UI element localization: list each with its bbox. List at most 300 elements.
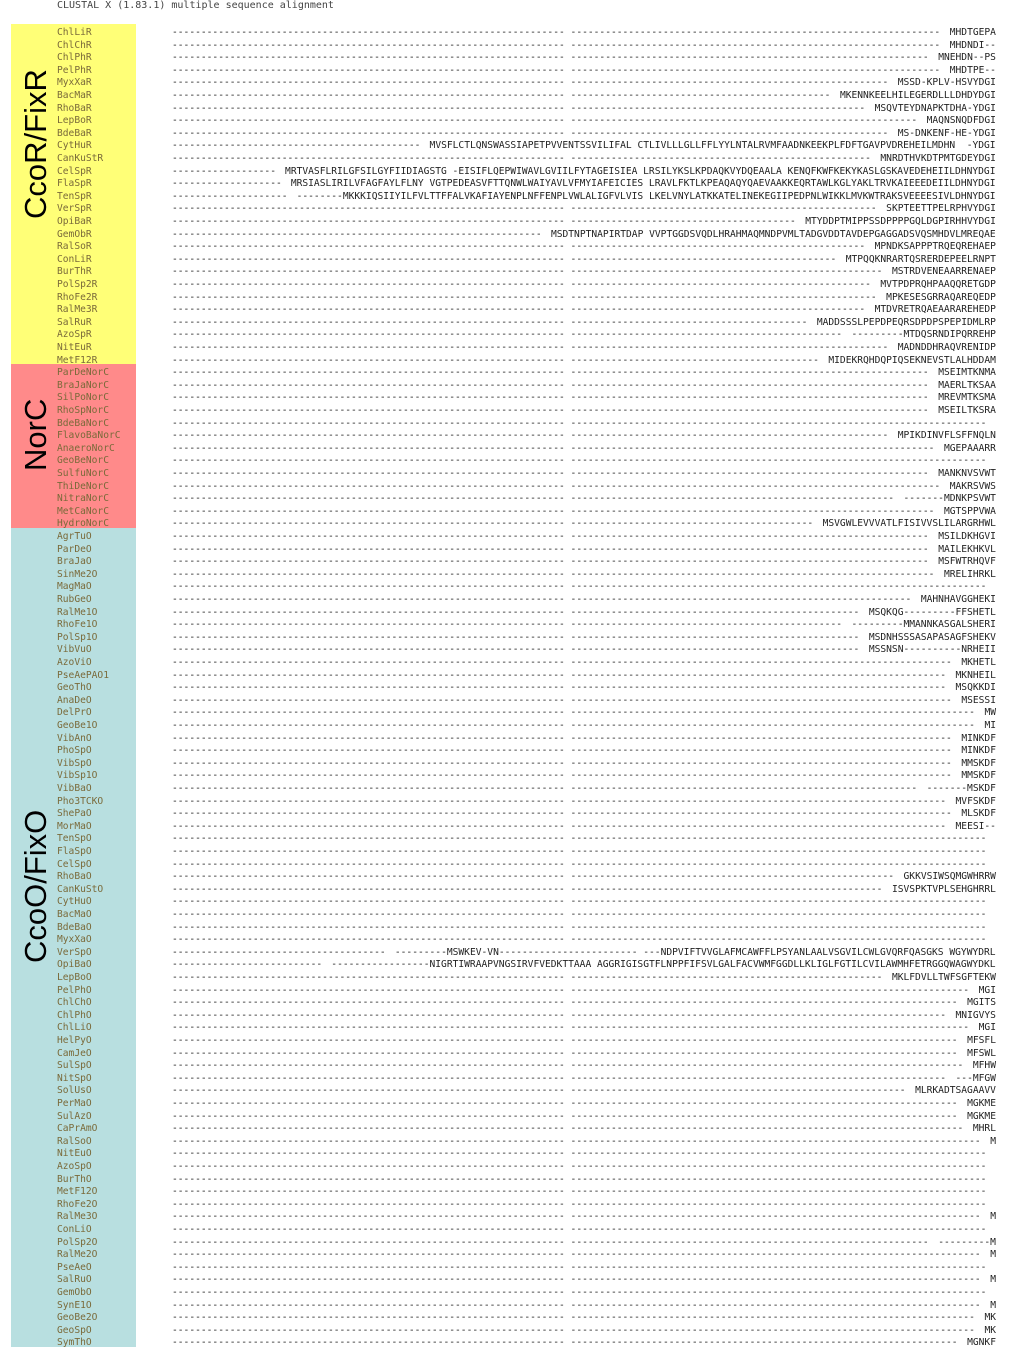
alignment-row [0,506,1024,519]
alignment-row [0,758,1024,771]
sequence-residues: M [990,1135,996,1147]
sequence-name: SynE1O [57,1299,92,1311]
alignment-row [0,329,1024,342]
sequence-name: VibVuO [57,644,92,656]
sequence-residues: MTDVRETRQAEAARAREHEDP [874,304,996,316]
alignment-row [0,292,1024,305]
sequence-name: SilPoNorC [57,392,109,404]
sequence-name: MyxXaR [57,77,92,89]
sequence-residues: MGI [978,1022,996,1034]
alignment-row [0,733,1024,746]
alignment-row [0,821,1024,834]
alignment-row [0,355,1024,368]
sequence-name: PerMaO [57,1098,92,1109]
gap-padding: ------------------------------------- [172,946,386,958]
alignment-row [0,191,1024,204]
alignment-row [0,1174,1024,1187]
alignment-row [0,909,1024,922]
sequence-residues: MHRL [972,1123,996,1135]
sequence-residues: MSFWTRHQVF [938,556,996,568]
sequence-residues: MMSKDF [961,757,996,769]
gap-padding: -------------------------------------------------------------------- -------------------------------------------------------------------- [172,1060,964,1072]
sequence-residues: MGKME [967,1110,996,1122]
gap-padding: -------------------------------------------------------------------- --------------------------------------------------------------------- [172,984,970,996]
sequence-name: CelSpR [57,165,92,177]
alignment-row [0,103,1024,116]
gap-padding: -------------------------------------------------------------------- ------------------------------------------------------------------- [172,1337,958,1349]
sequence-residues: MADNDDHRAQVRENIDP [897,342,996,353]
alignment-row [0,594,1024,607]
sequence-residues: MPKESESGRRAQAREQEDP [886,291,996,303]
gap-padding: ------------------- [172,178,282,190]
gap-padding: -------------------------------------------------------------------- ------------------------------------------------------------------------ [172,1198,987,1210]
sequence-name: RalMe1O [57,606,98,618]
sequence-residues: M [990,1299,996,1311]
sequence-residues: GKKVSIWSQMGWHRRW [903,871,996,883]
alignment-row [0,40,1024,53]
alignment-row [0,745,1024,758]
sequence-name: RalMe3O [57,1211,98,1223]
alignment-row [0,392,1024,405]
gap-padding: -------------------------------------------------------------------- ------------------------------------------------------------------------ [172,1148,987,1160]
sequence-name: VibSpO [57,757,92,769]
sequence-name: OpiBaO [57,959,92,971]
sequence-name: AzoSpR [57,329,92,341]
sequence-residues: MINKDF [961,745,996,757]
sequence-name: FlaSpO [57,846,92,857]
gap-padding: -------------------------------------------------------------------- -------------------------------------------------------- [172,493,894,505]
sequence-residues: MSDNHSSSASAPASAGFSHEKV [868,631,996,643]
gap-padding: -------------------------------------------------------------------- ------------------------------------------------------ [172,883,883,895]
alignment-row [0,556,1024,569]
sequence-name: CanKuStR [57,153,104,164]
gap-padding: -------------------------------------------------------------------- ------------------------------------------------------------------------ [172,1173,987,1185]
alignment-row [0,279,1024,292]
alignment-row [0,27,1024,40]
sequence-residues: M [990,1274,996,1286]
gap-padding: -------------------------------------------------------------------- ------------------------------------------------------------------------ [172,909,987,920]
gap-padding: -------------------------------------------------------------------- ----------------------------------------- [172,316,808,328]
sequence-name: ConLiO [57,1224,92,1235]
sequence-name: DelPrO [57,707,92,719]
gap-padding: -------------------------------------------------------------------- ----------------------------------------------------- [172,291,877,303]
alignment-row [0,632,1024,645]
sequence-residues: MGI [978,984,996,996]
alignment-row [0,1136,1024,1149]
sequence-name: FlavoBaNorC [57,430,121,442]
sequence-residues: MMSKDF [961,770,996,782]
alignment-row [0,1111,1024,1124]
alignment-row [0,1300,1024,1313]
sequence-residues: MNRDTHVKDTPMTGDEYDGI [880,153,996,164]
sequence-residues: SKPTEETTPELRPHVYDGI [886,203,996,215]
alignment-row [0,544,1024,557]
gap-padding: -------------------------------------------------------------------- ------------------------------------------------------------------------ [172,833,987,845]
gap-padding: -------------------------------------------------------------------- ------------------------------------------------------- [172,342,889,353]
alignment-row [0,1224,1024,1237]
alignment-row [0,178,1024,191]
sequence-residues: MFSWL [967,1047,996,1059]
gap-padding: -------------------------------------------------------------------- ----------------------------------------------------------------------- [172,1135,981,1147]
alignment-row [0,657,1024,670]
alignment-row [0,884,1024,897]
gap-padding: ------------------ [172,165,276,177]
alignment-row [0,1048,1024,1061]
gap-padding: -------------------------------------------------------------------- ------------------------------------------------------ [172,972,883,983]
sequence-name: ChlPhR [57,52,92,64]
sequence-name: PhoSpO [57,745,92,757]
sequence-name: ParDeO [57,543,92,555]
gap-padding: -------------------------------------------------------------------- ------------------------------------------------------------------ [172,770,952,782]
sequence-name: CamJeO [57,1047,92,1059]
alignment-row [0,1211,1024,1224]
sequence-name: VerSpR [57,203,92,215]
sequence-residues: MIDEKRQHDQPIQSEKNEVSTLALHDDAM [828,354,996,366]
sequence-name: SalRuO [57,1274,92,1286]
sequence-name: SymThO [57,1337,92,1349]
alignment-row [0,569,1024,582]
gap-padding: -------------------------------------------------------------------- ------------------------------------------------------------------ [172,732,952,744]
sequence-residues: MSTRDVENEAARRENAEP [891,266,996,278]
gap-padding: ---------------------------------------------------------------- [172,228,542,240]
gap-padding: -------------------------------------------------------------------- ----------------------------------------------------------------------- [172,1299,981,1311]
alignment-row [0,1237,1024,1250]
alignment-row [0,266,1024,279]
sequence-residues: MPNDKSAPPPTRQEQREHAEP [874,241,996,253]
sequence-residues: MRSIASLIRILVFAGFAYLFLNY VGTPEDEASVFTTQNWLWAIYAVLVFMYIAFEICIES LRAVLFKTLKPEAQAQYQAEVAAKKEQRTAWLKGLYAKLTRVKAIEEEDEIILDHNYDGI [290,178,996,190]
gap-padding: -------------------------------------------------------------------- -------------------------------------------------------------------- [172,1123,964,1135]
sequence-name: ChlLiO [57,1022,92,1034]
alignment-row [0,581,1024,594]
sequence-residues: MKHETL [961,657,996,668]
sequence-residues: MVFSKDF [955,795,996,807]
gap-padding: -------------------- [172,190,288,202]
alignment-row [0,1123,1024,1136]
sequence-residues: MSVGWLEVVVATLFISIVVSLILARGRHWL [822,518,996,530]
sequence-name: RalMe3R [57,304,98,316]
sequence-name: SinMe2O [57,568,98,580]
sequence-name: BraJaO [57,556,92,568]
gap-padding: -------------------------------------------------------------------- ----------------------------------------------------------------- [172,1009,946,1021]
gap-padding: -------------------------------------------------------------------- -------------------------------------------------------------- [172,531,929,542]
gap-padding: -------------------------------------------------------------------- ----------------------------------------------------- [172,203,877,215]
sequence-residues: MNIGVYS [955,1009,996,1021]
sequence-residues: MINKDF [961,732,996,744]
gap-padding: -------------------------------------------------------------------- ------------------------------------------------------ [172,266,883,278]
alignment-row [0,707,1024,720]
sequence-name: ChlChR [57,39,92,51]
sequence-name: VibAnO [57,732,92,744]
sequence-name: HelPyO [57,1035,92,1046]
sequence-name: SulfuNorC [57,468,109,479]
alignment-row [0,531,1024,544]
alignment-row [0,1060,1024,1073]
sequence-name: MorMaO [57,820,92,832]
sequence-name: BacMaR [57,90,92,101]
gap-padding: -------------------------------------------------------------------- -------------------------------------------------------------- [172,379,929,391]
alignment-row [0,934,1024,947]
gap-padding: -------------------------------------------------------------------- ---------------------------------------------------------------- [172,64,941,76]
sequence-name: RhoBaO [57,871,92,883]
alignment-row [0,241,1024,254]
alignment-row [0,619,1024,632]
gap-padding: -------------------------------------------------------------------- ----------------------------------------------------------------- [172,820,946,832]
sequence-residues: MGITS [967,997,996,1009]
sequence-name: AgrTuO [57,531,92,542]
sequence-residues: MKLFDVLLTWFSGFTEKW [891,972,996,983]
gap-padding: -------------------------------------------------------------------- -------------------------------------------------------- [172,871,894,883]
sequence-name: BdeBaR [57,127,92,139]
gap-padding: -------------------------------------------------------------------- ------------------------------------------------------------------ [172,808,952,820]
alignment-row [0,720,1024,733]
gap-padding: -------------------------------------------------------------------- ------------------------------------------ [172,518,814,530]
sequence-residues: MSILDKHGVI [938,531,996,542]
sequence-name: NitSpO [57,1072,92,1084]
sequence-name: AzoSpO [57,1161,92,1172]
gap-padding: -------------------------------------------------------------------- ------------------------------------------------------------------------ [172,1287,987,1298]
alignment-row [0,783,1024,796]
sequence-name: VibSp1O [57,770,98,782]
sequence-name: CytHuR [57,140,92,152]
alignment-row [0,972,1024,985]
alignment-row [0,1010,1024,1023]
gap-padding: -------------------------------------------------------------------- -------------------------------------------------------------- [172,1236,929,1248]
gap-padding: -------------------------------------------------------------------- --------------------------------------------------- [172,241,866,253]
alignment-row [0,140,1024,153]
sequence-residues: MHDNDI-- [949,39,996,51]
sequence-name: AnaDeO [57,694,92,706]
sequence-residues: MEESI-- [955,820,996,832]
gap-padding: -------------------------------------------------------------------- -------------------------------------------------------------- [172,392,929,404]
sequence-name: GemObO [57,1287,92,1298]
alignment-row [0,65,1024,78]
gap-padding: -------------------------------------------------------------------- ------------------------------------------------------------------- [172,1098,958,1109]
gap-padding: -------------------------------------------------------------------- ---------------------------------------------------------------- [172,39,941,51]
gap-padding: -------------------------------------------------------------------- ---------------------------------------------------------------------- [172,1324,975,1336]
sequence-name: BraJaNorC [57,379,109,391]
sequence-name: LepBoR [57,115,92,127]
sequence-name: PolSp2O [57,1236,98,1248]
gap-padding: -------------------------------------------------------------------- ------------------------------------------------------------------ [172,694,952,706]
sequence-name: NitraNorC [57,493,109,505]
sequence-residues: MW [984,707,996,719]
gap-padding: -------------------------------------------------------------------- ----------------------------------------------------------------------- [172,1249,981,1261]
sequence-name: GeoBe2O [57,1312,98,1324]
sequence-residues: MPIKDINVFLSFFNQLN [897,430,996,442]
gap-padding: -------------------------------------------------------------------- ----------------------------------------------------------------- [172,669,946,681]
gap-padding: -------------------------------------------------------------------- ------------------------------------------------------------------ [172,757,952,769]
gap-padding: -------------------------------------------------------------------- --------------------------------------------------- [172,102,866,114]
sequence-name: PelPhR [57,64,92,76]
sequence-residues: MGNKF [967,1337,996,1349]
gap-padding: -------------------------- [172,959,323,971]
alignment-row [0,959,1024,972]
gap-padding: -------------------------------------------------------------------- ------------------------------------------------------------------------ [172,896,987,908]
sequence-name: BacMaO [57,909,92,920]
sequence-residues: ---------MTDQSRNDIPQRREHP [851,329,996,341]
gap-padding: -------------------------------------------------------------------- --------------------------------------------------------------- [172,568,935,580]
gap-padding: -------------------------------------------------------------------- ----------------------------------------------------------------- [172,1072,946,1084]
alignment-row [0,770,1024,783]
gap-padding: -------------------------------------------------------------------- ----------------------------------------------------------------------- [172,1274,981,1286]
group-label: CcoO/FixO [18,809,53,963]
gap-padding: -------------------------------------------------------------------- --------------------------------------------------------------------- [172,1022,970,1034]
gap-padding: -------------------------------------------------------------------- ---------------------------------------------------------------- [172,27,941,38]
sequence-residues: --------MKKKIQSIIYILFVLTTFFALVKAFIAYENPLNFFENPLVWLALIGFVLVIS LKELVNYLATKKATELINEKEGIIPEDPNLWIKKLMVKWTRAKSVEEEESIVLDHNYDGI [296,190,996,202]
alignment-row [0,922,1024,935]
sequence-residues: ---------MSWKEV-VN------------------------ ---NDPVIFTVVGLAFMCAWFFLPSYANLAALVSGVILCWLGVQRFQASGKS WGYWYDRL [394,946,996,958]
alignment-row [0,405,1024,418]
sequence-residues: MAHNHAVGGHEKI [920,594,996,605]
sequence-name: SalRuR [57,316,92,328]
gap-padding: -------------------------------------------------------------------- -------------------------------------------------- [172,631,860,643]
sequence-name: OpiBaR [57,216,92,227]
sequence-residues: -----------------NIGRTIWRAAPVNGSIRVFVEDKTTAAA AGGRIGISGTFLNPPFIFSVLGALFACVWMFGGDLLKLIGLFGTILCVILAWMHFETRGGQWAGWYDKL [331,959,996,971]
sequence-residues: MAERLTKSAA [938,379,996,391]
alignment-row [0,304,1024,317]
sequence-name: SolUsO [57,1085,92,1097]
gap-padding: -------------------------------------------------------------------- ------------------------------------------------------------------------ [172,1161,987,1172]
sequence-residues: ISVSPKTVPLSEHGHRRL [891,883,996,895]
alignment-row [0,695,1024,708]
gap-padding: -------------------------------------------------------------------- --------------------------------------------------------------- [172,442,935,454]
sequence-residues: M [990,1211,996,1223]
sequence-residues: MAILEKHKVL [938,543,996,555]
gap-padding: -------------------------------------------------------------------- ------------------------------------------------------------------- [172,1110,958,1122]
gap-padding: -------------------------------------------------------------------- ------------------------------------------------------------------------ [172,581,987,593]
sequence-residues: MGKME [967,1098,996,1109]
sequence-residues: MHDTPE-- [949,64,996,76]
alignment-row [0,166,1024,179]
gap-padding: -------------------------------------------------------------------- ---------------------------------------------------------------------- [172,707,975,719]
alignment-row [0,846,1024,859]
alignment-row [0,128,1024,141]
sequence-name: GeoThO [57,682,92,694]
sequence-name: AzoViO [57,657,92,668]
sequence-residues: MNEHDN--PS [938,52,996,64]
alignment-row [0,833,1024,846]
alignment-row [0,896,1024,909]
sequence-name: ParDeNorC [57,367,109,379]
alignment-row [0,367,1024,380]
sequence-residues: MRELIHRKL [943,568,996,580]
sequence-residues: -------MDNKPSVWT [903,493,996,505]
sequence-name: RhoSpNorC [57,405,109,416]
sequence-name: PseAePAO1 [57,669,109,681]
sequence-name: RalSoR [57,241,92,253]
sequence-residues: MSEILTKSRA [938,405,996,416]
gap-padding: -------------------------------------------------------------------- --------------------------------------------- [172,90,831,101]
alignment-row [0,682,1024,695]
gap-padding: -------------------------------------------------------------------- ------------------------------------------- [172,354,819,366]
gap-padding: -------------------------------------------------------------------- -------------------------------------------------------------- [172,468,929,479]
alignment-row [0,1199,1024,1212]
alignment-row [0,52,1024,65]
sequence-name: GeoSpO [57,1324,92,1336]
alignment-row [0,77,1024,90]
alignment-row [0,607,1024,620]
sequence-residues: MFSFL [967,1035,996,1046]
sequence-name: ChlChO [57,997,92,1009]
sequence-residues: MSSNSN----------NRHEII [868,644,996,656]
gap-padding: -------------------------------------------------------------------- --------------------------------------------------- [172,304,866,316]
alignment-row [0,1262,1024,1275]
gap-padding: -------------------------------------------------------------------- ------------------------------------------------------------------------ [172,858,987,870]
gap-padding: -------------------------------------------------------------------- ------------------------------------------------------------ [172,115,918,127]
alignment-header: CLUSTAL X (1.83.1) multiple sequence alignment [57,0,334,11]
alignment-row [0,1035,1024,1048]
sequence-residues: M [990,1249,996,1261]
gap-padding: -------------------------------------------------------------------- -------------------------------------------------------------- [172,543,929,555]
sequence-name: GeoBe1O [57,720,98,731]
sequence-name: CanKuStO [57,883,104,895]
gap-padding: -------------------------------------------------------------------- ---------------------------------------------------------------------- [172,720,975,731]
gap-padding: -------------------------------------------------------------------- ----------------------------------------------------------- [172,594,912,605]
alignment-row [0,115,1024,128]
sequence-residues: MLSKDF [961,808,996,820]
gap-padding: -------------------------------------------------------------------- ------------------------------------------------------------------- [172,1047,958,1059]
alignment-row [0,1274,1024,1287]
alignment-row [0,153,1024,166]
sequence-name: MyxXaO [57,934,92,946]
gap-padding: -------------------------------------------------------------------- ------------------------------------------------------------------ [172,657,952,668]
sequence-name: RhoFe1O [57,619,98,631]
sequence-residues: MRTVASFLRILGFSILGYFIIDIAGSTG -EISIFLQEPWIWAVLGVIILFYTAGEISIEA LRSILYKSLKPDAQKVYDQEAALA KENQFKWFKEKYKASLGSKAVEDEHEIILDHNYDGI [285,165,996,177]
alignment-row [0,380,1024,393]
alignment-row [0,796,1024,809]
sequence-name: BurThR [57,266,92,278]
gap-padding: -------------------------------------------------------------------- ----------------------------------------------- [172,619,843,631]
sequence-name: LepBoO [57,972,92,983]
alignment-row [0,1161,1024,1174]
sequence-residues: MKENNKEELHILEGERDLLLDHDYDGI [839,90,996,101]
sequence-residues: MSQKQG---------FFSHETL [868,606,996,618]
gap-padding: -------------------------------------------------------------------- ------------------------------------------------------------------------ [172,934,987,946]
alignment-row [0,493,1024,506]
sequence-residues: ---------MMANNKASGALSHERI [851,619,996,631]
sequence-residues: MTPQQKNRARTQSRERDEPEELRNPT [845,253,996,265]
alignment-row [0,229,1024,242]
gap-padding: -------------------------------------------------------------------- ------------------------------------------------------- [172,430,889,442]
alignment-row [0,808,1024,821]
sequence-name: RubGeO [57,594,92,605]
alignment-row [0,455,1024,468]
sequence-residues: -------MSKDF [926,783,996,794]
gap-padding: -------------------------------------------------------------------- ------------------------------------------------------------------------ [172,921,987,933]
alignment-row [0,317,1024,330]
gap-padding: ------------------------------------------- [172,140,421,152]
sequence-name: PolSp2R [57,279,98,290]
gap-padding: -------------------------------------------------------------------- ---------------------------------------------- [172,253,837,265]
alignment-row [0,1073,1024,1086]
gap-padding: -------------------------------------------------------------------- -------------------------------------------------------------- [172,367,929,379]
gap-padding: -------------------------------------------------------------------- ------------------------------------------------------- [172,127,889,139]
sequence-residues: MADDSSSLPEPDPEQRSDPDPSPEPIDMLRP [816,316,996,328]
sequence-name: CytHuO [57,896,92,908]
sequence-name: PolSp1O [57,631,98,643]
sequence-residues: MSQKKDI [955,682,996,694]
gap-padding: -------------------------------------------------------------------- ------------------------------------------------------------------- [172,1035,958,1046]
sequence-residues: MSEIMTKNMA [938,367,996,379]
sequence-name: RalMe2O [57,1249,98,1261]
alignment-row [0,1098,1024,1111]
alignment-row [0,947,1024,960]
sequence-name: AnaeroNorC [57,442,115,454]
sequence-name: TenSpO [57,833,92,845]
sequence-residues: MREVMTKSMA [938,392,996,404]
gap-padding: -------------------------------------------------------------------- ---------------------------------------------------------------------- [172,1312,975,1324]
gap-padding: -------------------------------------------------------------------- ------------------------------------------------------------------------ [172,846,987,857]
